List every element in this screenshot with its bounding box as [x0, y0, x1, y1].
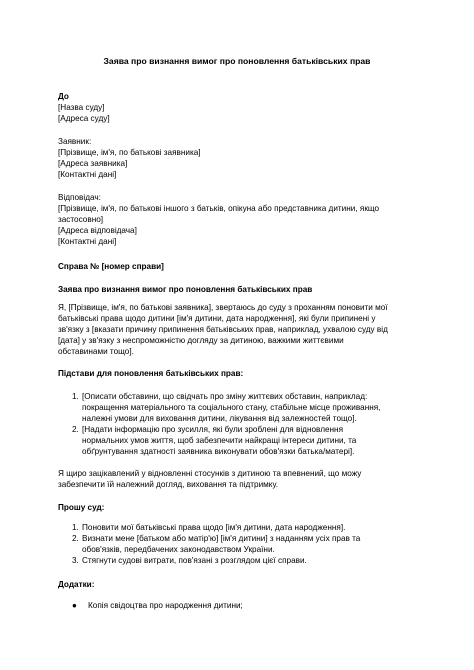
sincerity-line: Я щиро зацікавлений у відновленні стосунків з дитиною та впевнений, що можу: [58, 469, 362, 478]
grounds-heading: Підстави для поновлення батьківських прав:: [58, 369, 244, 378]
applicant-label: Заявник:: [58, 137, 92, 146]
attachments-heading: Додатки:: [58, 580, 95, 589]
statement-subtitle: Заява про визнання вимог про поновлення батьківських прав: [58, 285, 313, 294]
bullet-icon: ●: [72, 601, 77, 610]
court-address: [Адреса суду]: [58, 114, 110, 123]
respondent-contacts: [Контактні дані]: [58, 237, 117, 246]
intro-line: батьківські права щодо дитини [ім'я дитини, дата народження], які були припинені у: [58, 314, 376, 323]
applicant-name: [Прізвище, ім'я, по батькові заявника]: [58, 148, 201, 157]
list-item-number: 1.: [72, 523, 79, 532]
grounds-list: [58, 391, 418, 457]
respondent-name-line: застосовно]: [58, 215, 104, 224]
intro-line: [дата] у зв'язку з неспроможністю догляду за дитиною, важкими життєвими: [58, 336, 344, 345]
list-item: [58, 424, 418, 457]
sincerity-line: забезпечити їй належний догляд, виховання та підтримку.: [58, 480, 279, 489]
applicant-block: [58, 136, 418, 180]
applicant-contacts: [Контактні дані]: [58, 170, 117, 179]
respondent-address: [Адреса відповідача]: [58, 226, 137, 235]
list-item-line: [Описати обставини, що свідчать про зміну життєвих обставин, наприклад:: [82, 392, 368, 401]
court-name: [Назва суду]: [58, 103, 105, 112]
addressee-block: [58, 91, 418, 124]
list-item: [58, 522, 418, 533]
list-item-line: Визнати мене [батьком або матір'ю] [ім'я дитини] з наданням усіх прав та: [82, 534, 361, 543]
attachment-item: Копія свідоцтва про народження дитини;: [88, 601, 243, 610]
list-item-line: належні умови для виховання дитини, лікування від залежностей тощо].: [82, 414, 357, 423]
addressee-label: До: [58, 92, 69, 101]
request-heading: Прошу суд:: [58, 503, 105, 512]
request-list: [58, 522, 418, 566]
respondent-label: Відповідач:: [58, 193, 101, 202]
intro-line: Я, [Прізвище, ім'я, по батькові заявника], звертаюсь до суду з проханням поновити мої: [58, 303, 388, 312]
list-item-line: [Надати інформацію про зусилля, які були зроблені для відновлення: [82, 425, 344, 434]
respondent-block: [58, 192, 418, 247]
list-item: [58, 555, 418, 566]
respondent-name-line: [Прізвище, ім'я, по батькові іншого з батьків, опікуна або представника дитини, якщо: [58, 204, 380, 213]
list-item: [58, 391, 418, 424]
list-item-number: 2.: [72, 425, 79, 434]
sincerity-paragraph: [58, 468, 414, 490]
list-item-line: покращення матеріального та соціального стану, стабільне місце проживання,: [82, 403, 381, 412]
list-item-number: 1.: [72, 392, 79, 401]
list-item: [58, 533, 418, 555]
list-item-line: обґрунтування здатності заявника виконувати обов'язки батька/матері].: [82, 447, 355, 456]
list-item-number: 2.: [72, 534, 79, 543]
list-item-line: Стягнути судові витрати, пов'язані з розглядом цієї справи.: [82, 556, 307, 565]
intro-paragraph: [58, 302, 414, 357]
list-item-number: 3.: [72, 556, 79, 565]
case-number: Справа № [номер справи]: [58, 262, 164, 271]
list-item-line: Поновити мої батьківські права щодо [ім'я дитини, дата народження].: [82, 523, 346, 532]
intro-line: зв'язку з [вказати причину припинення батьківських прав, наприклад, ухвалою суду від: [58, 325, 388, 334]
applicant-address: [Адреса заявника]: [58, 159, 128, 168]
list-item-line: обов'язків, передбачених законодавством України.: [82, 545, 275, 554]
list-item-line: нормальних умов життя, щоб забезпечити найкращі інтереси дитини, та: [82, 436, 357, 445]
document-title: Заява про визнання вимог про поновлення батьківських прав: [103, 56, 371, 66]
intro-line: обставинами тощо].: [58, 347, 134, 356]
